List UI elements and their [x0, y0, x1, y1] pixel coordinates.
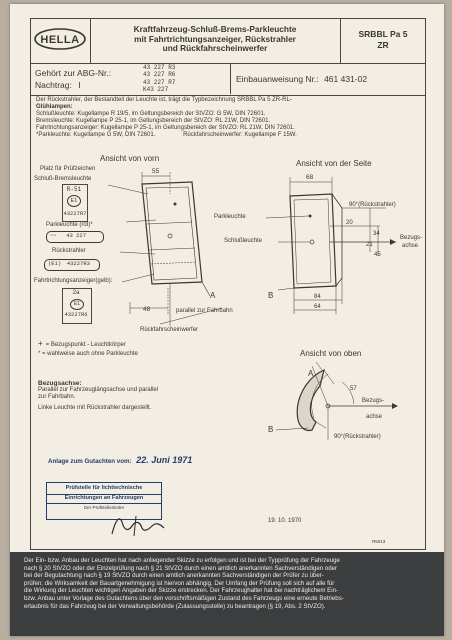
label-schluss-brems: Schluß-Bremsleuchte [34, 176, 92, 182]
mark-43227r7: 43227R7 [63, 210, 87, 217]
point-b-top: B [268, 425, 274, 434]
bezugsachse-line-3: Linke Leuchte mit Rückstrahler dargestellt. [38, 405, 152, 411]
footer-line-6: bzw. Anbau unter Vorlage des Gutachtens über den vorschriftsmäßigen Zustand des Fahrzeugs eine erneute Betriebs- [24, 594, 344, 602]
mark-r51: R-51 [66, 186, 82, 193]
dim-34: 34 [373, 231, 380, 237]
dim-64: 64 [314, 304, 321, 310]
intro-line-2: Schlußleuchte: Kugellampe R 19/5, im Geltungsbereich der StVZO: G 5W, DIN 72601. [36, 111, 266, 117]
title-line-3: und Rückfahrscheinwerfer [162, 43, 268, 53]
nachtrag-label-text: Nachtrag: [35, 80, 72, 90]
footer-line-4: prüfen; die Wirksamkeit der Bauartgenehmigung ist hiervon abhängig. Der Umfang der Prüfung soll sich auf alle für [24, 579, 335, 587]
footer-line-3: bei der Begutachtung nach § 19 StVZO durch einen amtlich anerkannten Sachverständigen der Prüfer zu über- [24, 572, 324, 580]
label-bezugs-side: Bezugs- [400, 235, 423, 241]
legend-item-1: + = Bezugspunkt - Leuchtkörper [38, 339, 126, 348]
dim-20: 20 [346, 220, 353, 226]
dim-21: 21 [366, 242, 373, 248]
pruefstelle-line-3: Der Prüfstellenleiter [47, 503, 161, 511]
footer-line-7: erlaubnis für das Fahrzeug bei der Verwaltungsbehörde (Zulassungsstelle) zu beantragen (§ 19, Abs. 2 StVZO). [24, 602, 326, 610]
einbau [236, 74, 367, 84]
intro-line-5 [36, 132, 421, 139]
mark-e1-2: E1 [70, 299, 84, 310]
label-park-side: Parkleuchte [214, 214, 246, 220]
intro-line-3: Bremsleuchte: Kugellampe P 25-1, im Geltungsbereich der StVZO: RL 21W, DIN 72601. [36, 118, 271, 124]
dim-68: 68 [306, 174, 314, 181]
mark-park-value: 43 227 [66, 232, 87, 239]
mark-2a: 2a [72, 290, 80, 296]
pruefstelle-line-2: Einrichtungen an Fahrzeugen [47, 494, 161, 502]
top-view-drawing [250, 356, 424, 456]
footer-line-5: die Wirkung der Leuchten wichtigen Angaben der Skizze erstrecken. Der Fahrzeughalter hat bei nachträglichem Ein- [24, 587, 338, 595]
mark-rueckstrahler-value: 43227R3 [66, 260, 90, 267]
bezugsachse-line-1: Parallel zur Fahrzeuglängsachse und parallel [38, 387, 159, 393]
angle-90-side: 90°(Rückstrahler) [349, 202, 396, 208]
intro-rueckfahr: Rückfahrscheinwerfer: Kugellampe F 15W. [183, 132, 297, 138]
side-view-title: Ansicht von der Seite [296, 159, 372, 168]
dim-57: 57 [350, 386, 357, 392]
label-achse-top: achse [366, 414, 383, 420]
gutachten-label: Anlage zum Gutachten vom: [48, 458, 132, 465]
title-line-1: Kraftfahrzeug-Schluß-Brems-Parkleuchte [133, 24, 297, 34]
front-view-title: Ansicht von vorn [100, 154, 160, 163]
label-bezugs-top: Bezugs- [362, 398, 385, 404]
legend [38, 340, 138, 358]
logo-text: HELLA [40, 34, 80, 46]
type-code-line-1: SRBBL Pa 5 [358, 29, 408, 39]
gutachten-date: 22. Juni 1971 [136, 455, 193, 465]
label-park-front: Parkleuchte (rot)* [46, 222, 93, 228]
signature [106, 512, 176, 540]
date-printed: 19. 10. 1970 [268, 518, 302, 524]
label-parallel-front: parallel zur Fahrbahn [176, 308, 233, 314]
bezugsachse-title: Bezugsachse: [38, 380, 82, 387]
label-fahrtricht: Fahrtrichtungsanzeiger(gelb): [34, 278, 113, 284]
angle-90-top: 90°(Rückstrahler) [334, 434, 381, 440]
footer-text [24, 557, 434, 610]
bezugsachse-block [38, 380, 238, 412]
dim-55: 55 [152, 168, 160, 175]
mark-park: ~~ 43 227 [46, 231, 104, 243]
point-a-top: A [308, 369, 314, 378]
intro-subtitle: Glühlampen: [36, 104, 73, 110]
intro-line-4: Fahrtrichtungsanzeiger: Kugellampe P 25-1, im Geltungsbereich der StVZO: RL 21W, DIN 72601. [36, 125, 295, 131]
mark-circle-e1 [67, 195, 81, 207]
header-title [94, 25, 336, 54]
label-achse-side: achse [402, 243, 419, 249]
abg-number-2: 43 227 R6 [143, 71, 176, 79]
abg-number-1: 43 227 R3 [143, 64, 176, 71]
document-sheet [10, 4, 444, 636]
legend-item-2-text: * = wahlweise auch ohne Parkleuchte [38, 351, 138, 357]
title-line-2: mit Fahrtrichtungsanzeiger, Rückstrahler [134, 33, 296, 44]
label-rueckfahr: Rückfahrscheinwerfer [140, 327, 199, 333]
label-schluss-side: Schlußleuchte [224, 238, 263, 244]
mark-rueckstrahler: (E1) 43227R3 [44, 259, 100, 271]
nachtrag-label [35, 80, 81, 90]
footer-block [10, 552, 444, 636]
einbau-value: 461 431-02 [324, 74, 368, 84]
intro-park: *Parkleuchte: Kugellampe G 5W, DIN 72601. [36, 132, 156, 138]
nachtrag-value: I [78, 80, 81, 90]
legend-item-2 [38, 351, 138, 358]
type-code-line-2: ZR [377, 40, 389, 50]
footer-line-1: Der Ein- bzw. Anbau der Leuchten hat nach anliegender Skizze zu erfolgen und ist bei der Typprüfung der Fahrzeuge [24, 557, 340, 564]
bezugsachse-line-2: zur Fahrbahn. [38, 394, 76, 400]
type-code [342, 29, 424, 51]
label-rueckstrahler-front: Rückstrahler [52, 248, 86, 254]
abg-number-3: 43 227 R7 [143, 78, 176, 86]
footer-line-2: nach § 20 StVZO oder der Einzelprüfung nach § 21 StVZO durch einen amtlich anerkannten Sachverständigen oder [24, 564, 338, 572]
intro-block [36, 97, 421, 139]
pruefstelle-line-1: Prüfstelle für lichttechnische [65, 485, 143, 491]
mark-43227r6: 43227R6 [64, 311, 88, 318]
label-pruefzeichen: Platz für Prüfzeichen [40, 166, 96, 172]
side-view-drawing [210, 166, 424, 326]
doc-code: R5013 [372, 539, 386, 544]
gutachten-stamp [48, 455, 192, 465]
hella-logo [34, 28, 86, 50]
dim-45: 45 [374, 252, 381, 258]
intro-line-1: Der Rückstrahler, der Bestandteil der Leuchte ist, trägt die Typbezeichnung SRBBL Pa 5 ZR-RL- [36, 97, 292, 103]
dim-48: 48 [143, 306, 151, 313]
abg-numbers [143, 64, 175, 93]
point-a-front: A [210, 291, 216, 300]
dim-84: 84 [314, 294, 321, 300]
point-b-side: B [268, 291, 274, 300]
einbau-label: Einbauanweisung Nr.: [236, 74, 319, 84]
abg-number-4: K43 227 [143, 85, 169, 93]
top-view-title: Ansicht von oben [300, 349, 362, 358]
abg-label: Gehört zur ABG-Nr.: [35, 68, 112, 78]
mark-e1-text: E1 [70, 198, 78, 204]
legend-item-1-text: = Bezugspunkt - Leuchtkörper [45, 342, 126, 348]
